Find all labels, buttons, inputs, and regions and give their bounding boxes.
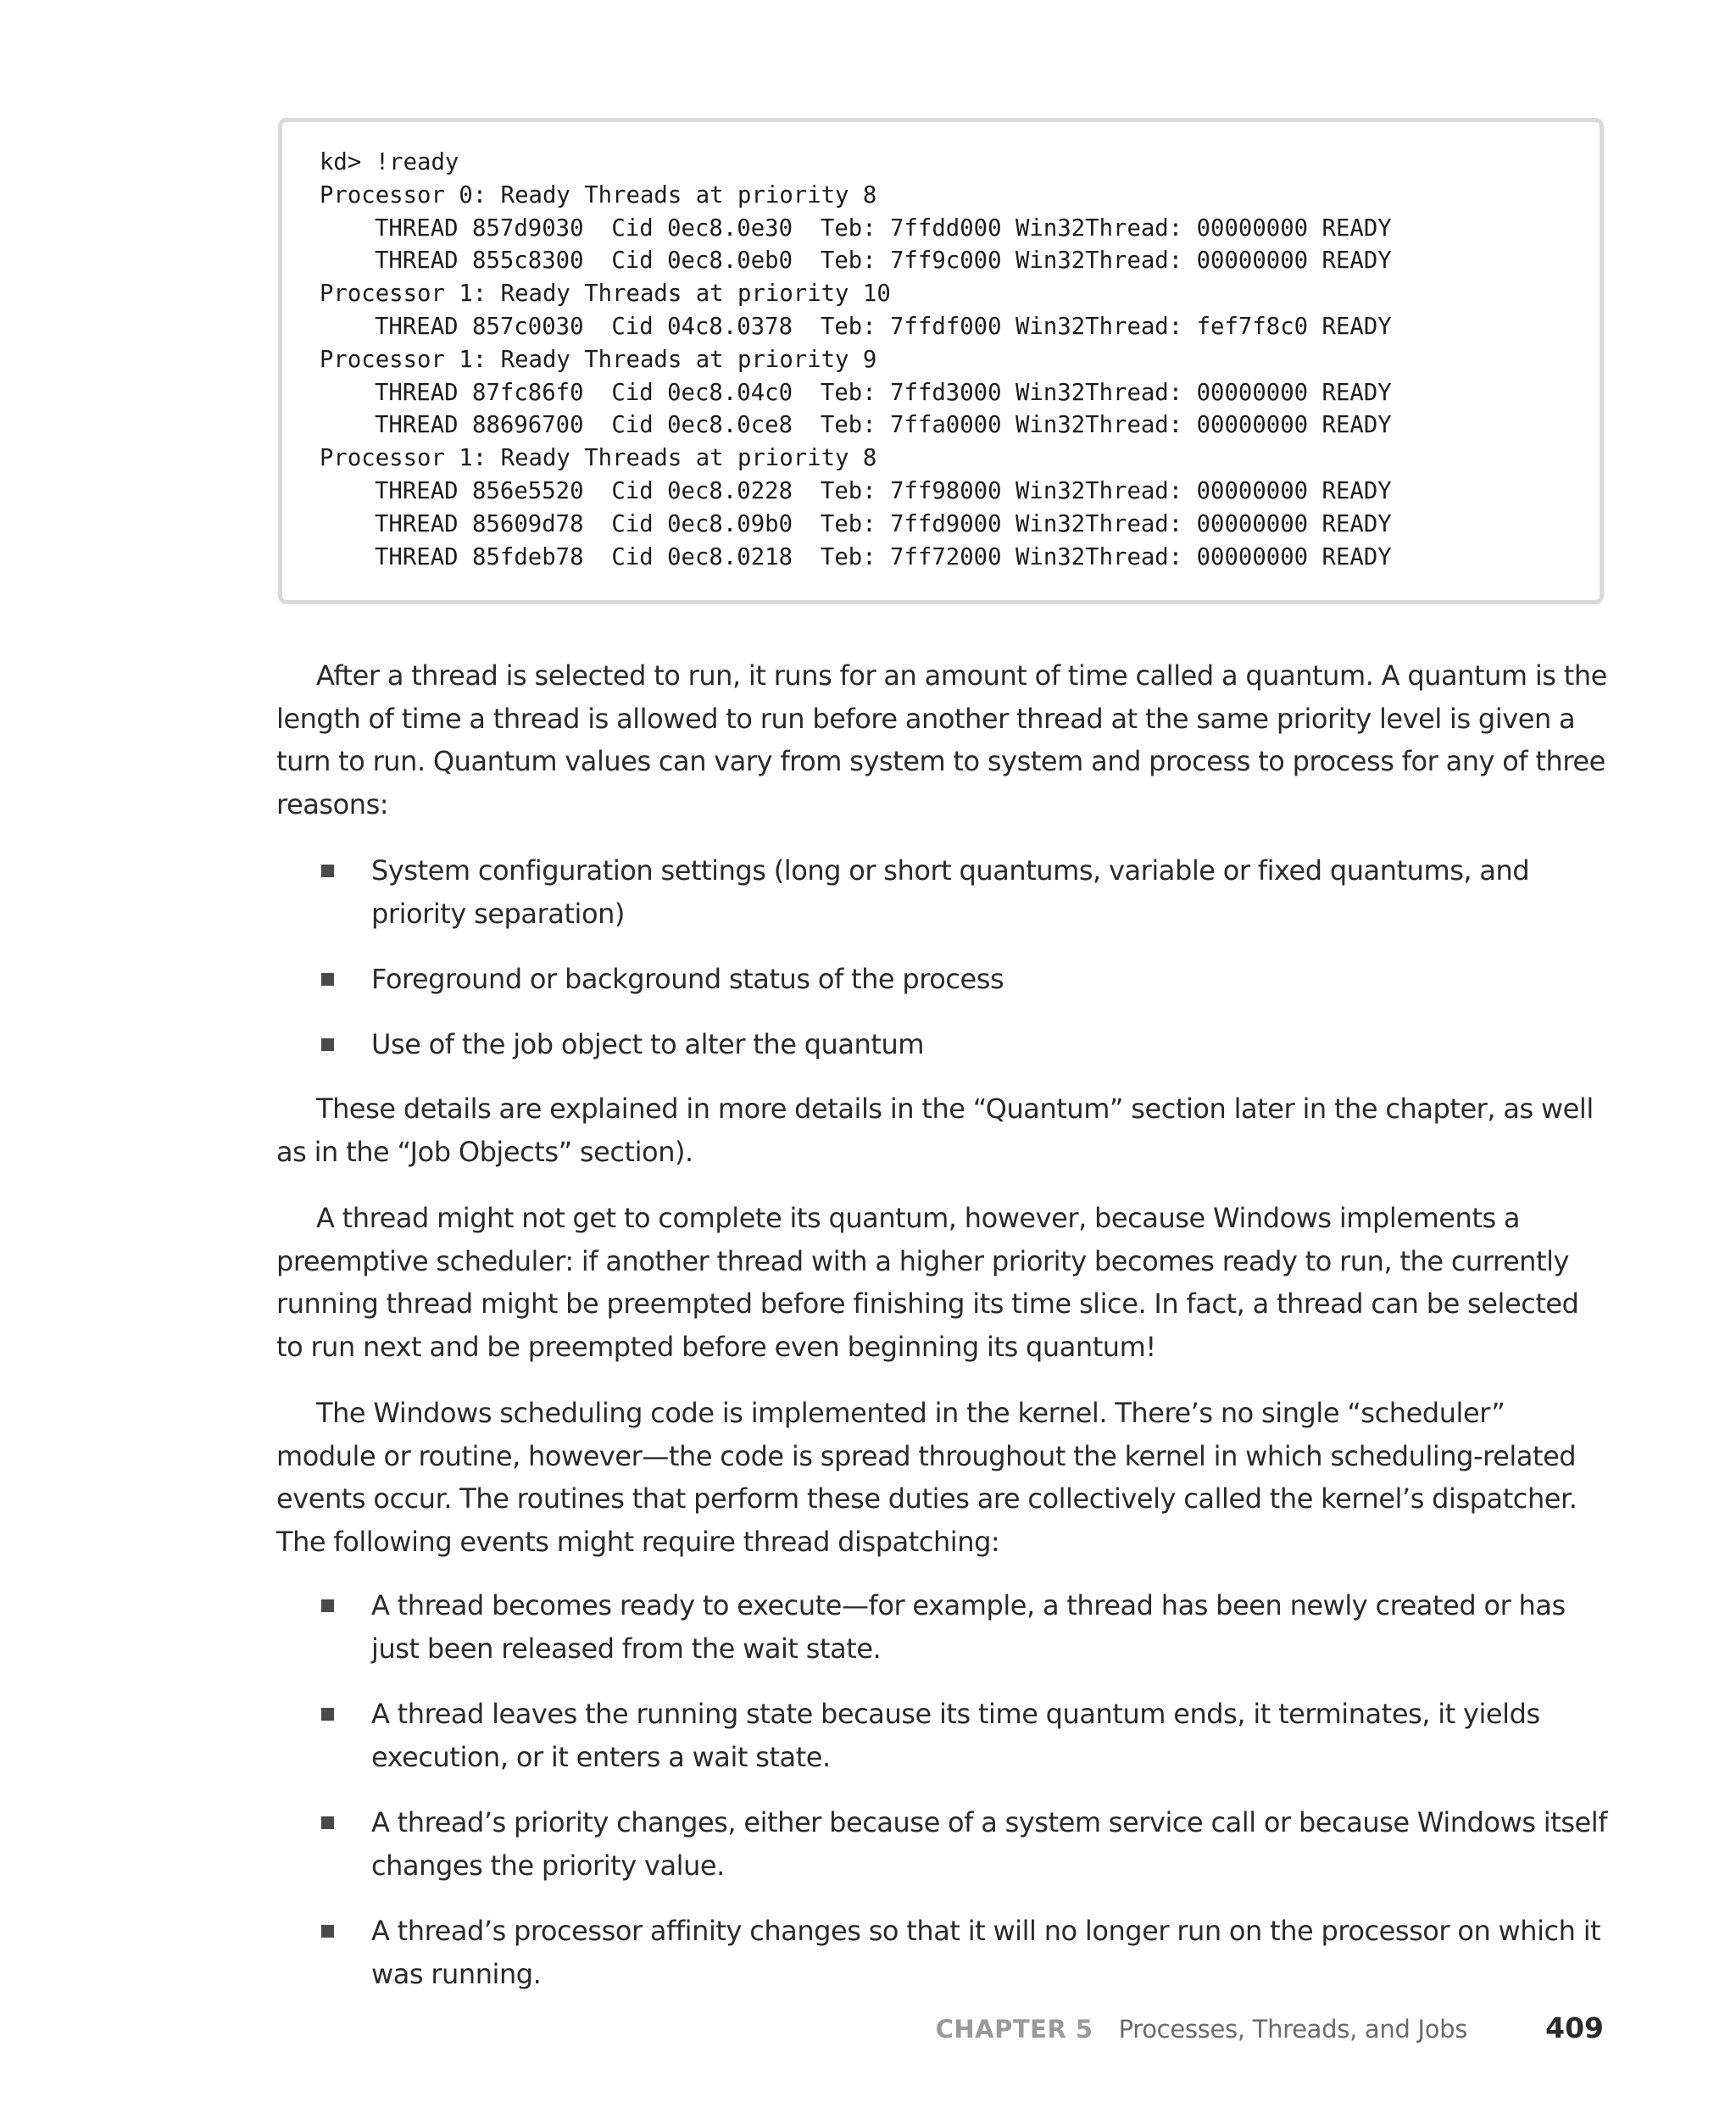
code-listing <box>320 147 1392 574</box>
bullet-square-icon <box>321 1925 334 1938</box>
bullet-text: A thread leaves the running state because its time quantum ends, it terminates, it yields execution, or it enters a wait state. <box>371 1698 1540 1773</box>
bullet-square-icon <box>321 1038 334 1051</box>
bullet-text: Foreground or background status of the process <box>371 963 1004 995</box>
code-listing-box <box>278 118 1604 604</box>
code-line: THREAD 857c0030 Cid 04c8.0378 Teb: 7ffdf000 Win32Thread: fef7f8c0 READY <box>375 313 1392 340</box>
bullet-square-icon <box>321 1708 334 1721</box>
code-line: THREAD 85609d78 Cid 0ec8.09b0 Teb: 7ffd9000 Win32Thread: 00000000 READY <box>375 510 1392 537</box>
code-line: Processor 1: Ready Threads at priority 9 <box>320 346 877 373</box>
bullet-square-icon <box>321 1599 334 1612</box>
code-line: THREAD 856e5520 Cid 0ec8.0228 Teb: 7ff98000 Win32Thread: 00000000 READY <box>375 477 1392 504</box>
bullet-text: A thread’s processor affinity changes so that it will no longer run on the processor on which it was running. <box>371 1915 1601 1990</box>
bullet-square-icon <box>321 1816 334 1829</box>
code-line: kd> !ready <box>320 149 459 175</box>
paragraph-dispatcher: The Windows scheduling code is implemented in the kernel. There’s no single “scheduler” module or routine, however—the code is spread throughout the kernel in which scheduling-related events occur. The routines that perform these duties are collectively called the kernel’s dispatcher. The following events might require thread dispatching: <box>276 1397 1577 1558</box>
paragraph-quantum-intro: After a thread is selected to run, it runs for an amount of time called a quantum. A quantum is the length of time a thread is allowed to run before another thread at the same priority level is given a turn to run. Quantum values can vary from system to system and process to process for any of three reasons: <box>276 659 1607 820</box>
bullet-square-icon <box>321 973 334 986</box>
code-line: THREAD 857d9030 Cid 0ec8.0e30 Teb: 7ffdd000 Win32Thread: 00000000 READY <box>375 214 1392 242</box>
bullet-text: System configuration settings (long or short quantums, variable or fixed quantums, and priority separation) <box>371 854 1530 930</box>
code-line: Processor 1: Ready Threads at priority 10 <box>320 281 891 308</box>
code-line: Processor 0: Ready Threads at priority 8 <box>320 181 877 209</box>
bullet-text: A thread becomes ready to execute—for example, a thread has been newly created or has just been released from the wait state. <box>371 1589 1566 1665</box>
code-line: Processor 1: Ready Threads at priority 8 <box>320 445 877 472</box>
bullet-text: A thread’s priority changes, either because of a system service call or because Windows itself changes the priority value. <box>371 1806 1608 1882</box>
code-line: THREAD 87fc86f0 Cid 0ec8.04c0 Teb: 7ffd3000 Win32Thread: 00000000 READY <box>375 379 1392 406</box>
code-line: THREAD 85fdeb78 Cid 0ec8.0218 Teb: 7ff72000 Win32Thread: 00000000 READY <box>375 543 1392 570</box>
bullet-square-icon <box>321 865 334 877</box>
code-line: THREAD 88696700 Cid 0ec8.0ce8 Teb: 7ffa0000 Win32Thread: 00000000 READY <box>375 412 1392 439</box>
page-footer <box>936 2011 1604 2049</box>
code-line: THREAD 855c8300 Cid 0ec8.0eb0 Teb: 7ff9c000 Win32Thread: 00000000 READY <box>375 247 1392 275</box>
page-number: 409 <box>1545 2011 1604 2044</box>
paragraph-quantum-details: These details are explained in more details in the “Quantum” section later in the chapter, as well as in the “Job Objects” section). <box>276 1093 1594 1168</box>
footer-chapter-label: CHAPTER 5 <box>935 2015 1093 2044</box>
footer-chapter-title: Processes, Threads, and Jobs <box>1118 2015 1468 2044</box>
bullet-text: Use of the job object to alter the quantum <box>371 1028 925 1060</box>
paragraph-preemption: A thread might not get to complete its quantum, however, because Windows implements a preemptive scheduler: if another thread with a higher priority becomes ready to run, the currently running thread might be preempted before finishing its time slice. In fact, a thread can be selected to run next and be preempted before even beginning its quantum! <box>276 1202 1579 1363</box>
